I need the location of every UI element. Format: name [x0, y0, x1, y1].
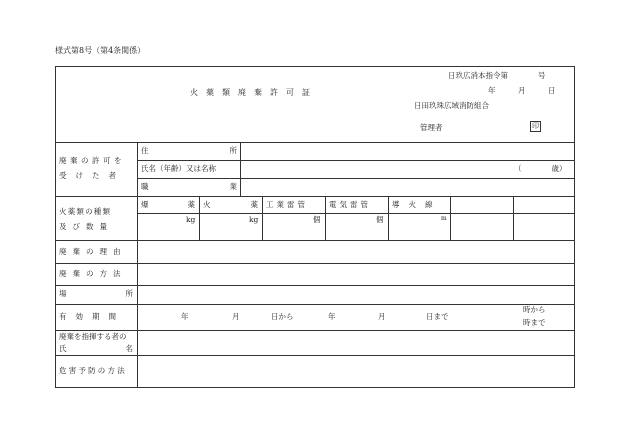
- types-label-1: 火薬類の種類: [59, 207, 112, 216]
- reason-label: 廃棄の理由: [59, 247, 127, 256]
- manager-title: 管理者: [420, 123, 443, 132]
- unit-label: kg: [186, 215, 196, 224]
- occupation-label: 職 業: [141, 182, 237, 191]
- unit-label: kg: [249, 215, 259, 224]
- method-label: 廃棄の方法: [59, 269, 127, 278]
- unit-label: 個: [376, 215, 384, 224]
- divider: [262, 196, 263, 240]
- period-year-1: 年: [181, 312, 189, 321]
- period-year-2: 年: [328, 312, 336, 321]
- supervisor-label-2: 氏 名: [59, 344, 133, 353]
- unit-label: m: [441, 215, 447, 222]
- issuer-name: 日田玖珠広域消防組合: [414, 101, 489, 110]
- divider: [55, 196, 575, 197]
- types-label-2: 及び数量: [59, 222, 113, 231]
- period-day-2: 日まで: [426, 312, 449, 321]
- place-label: 場 所: [59, 289, 133, 298]
- divider: [55, 330, 575, 331]
- divider: [55, 304, 575, 305]
- period-time-to: 時まで: [523, 318, 546, 327]
- divider: [513, 196, 514, 240]
- divider: [199, 196, 200, 240]
- unit-label: 個: [313, 215, 321, 224]
- type-column-header: 電気雷管: [329, 200, 371, 209]
- divider: [137, 160, 575, 161]
- type-column-header: 導火線: [392, 200, 442, 209]
- divider: [450, 196, 451, 240]
- type-column-header: 爆 薬: [141, 200, 195, 209]
- applicant-label-1: 廃棄の許可を: [59, 156, 125, 165]
- divider: [55, 142, 575, 143]
- permit-number: 日玖広消本指令第 号: [448, 71, 546, 80]
- divider: [55, 240, 575, 241]
- name-label: 氏名（年齢）又は名称: [141, 164, 216, 173]
- form-number: 様式第8号（第4条関係）: [55, 46, 146, 55]
- period-month-1: 月: [232, 312, 240, 321]
- frame-top: [55, 66, 575, 67]
- issue-date: 年 月 日: [488, 86, 556, 95]
- label-column-divider: [137, 142, 138, 388]
- frame-left: [55, 66, 56, 388]
- document-title: 火 薬 類 廃 棄 許 可 証: [190, 88, 310, 97]
- divider: [325, 196, 326, 240]
- period-day-1: 日から: [271, 312, 294, 321]
- divider: [137, 213, 575, 214]
- period-month-2: 月: [378, 312, 386, 321]
- seal-mark: 印: [532, 122, 539, 130]
- frame-bottom: [55, 387, 575, 388]
- hazard-label: 危害予防の方法: [59, 366, 127, 375]
- divider: [388, 196, 389, 240]
- divider: [137, 178, 575, 179]
- age-field: （ 歳）: [514, 164, 567, 173]
- period-label: 有効期間: [59, 312, 125, 321]
- divider: [55, 285, 575, 286]
- frame-right: [574, 66, 575, 388]
- type-column-header: 火 薬: [203, 200, 258, 209]
- address-label: 住 所: [141, 146, 237, 155]
- divider: [55, 263, 575, 264]
- period-time-from: 時から: [523, 305, 546, 314]
- type-column-header: 工業雷管: [266, 200, 308, 209]
- divider: [55, 355, 575, 356]
- applicant-label-2: 受けた者: [59, 171, 125, 180]
- supervisor-label-1: 廃棄を指揮する者の: [59, 332, 127, 341]
- divider: [240, 142, 241, 196]
